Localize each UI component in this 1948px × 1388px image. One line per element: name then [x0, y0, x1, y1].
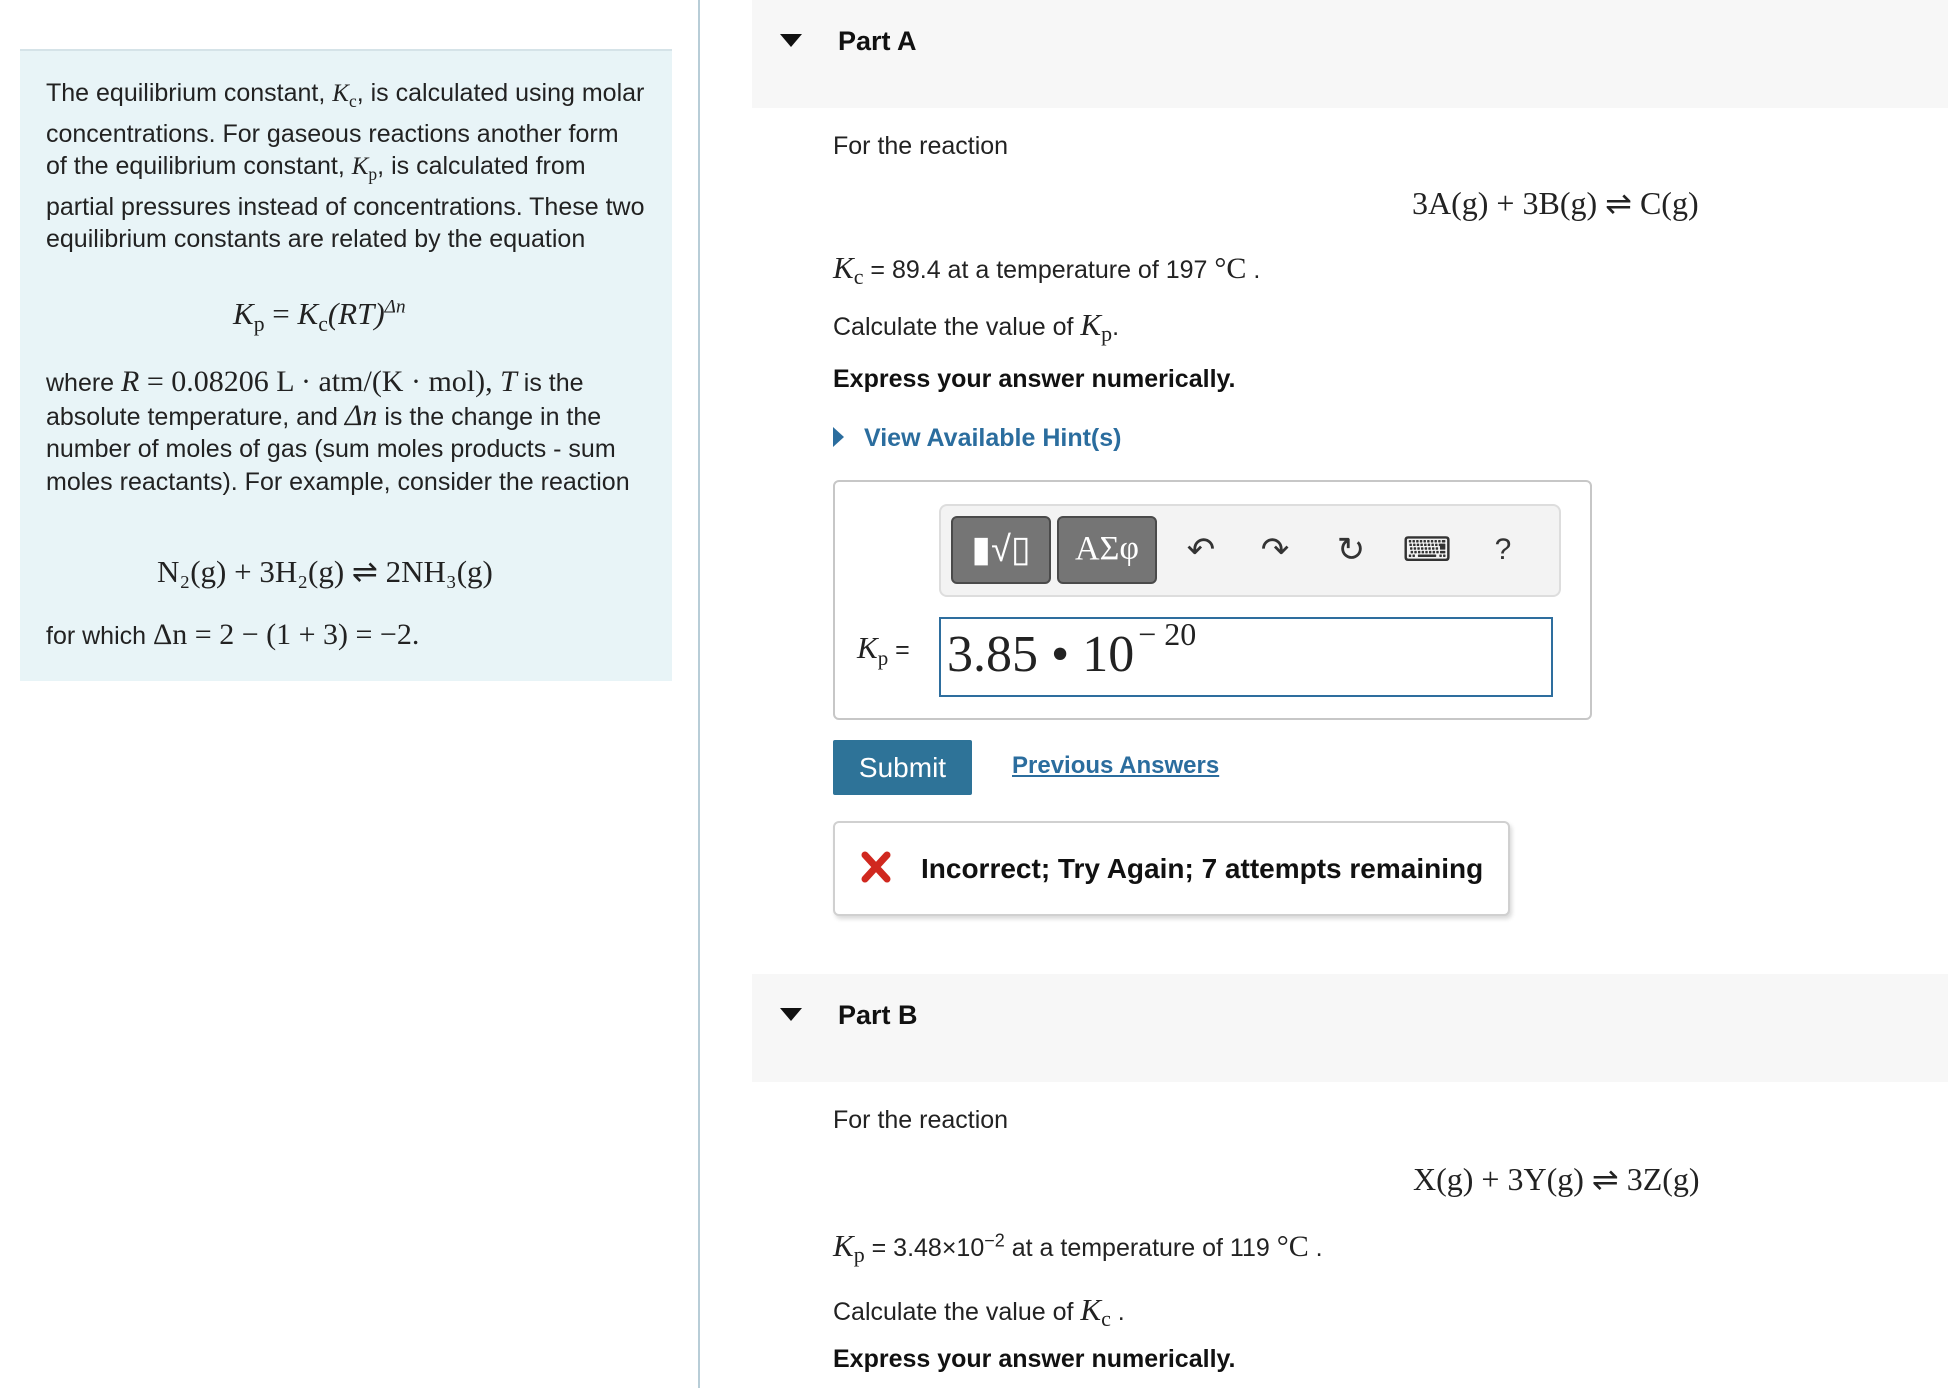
intro-paragraph-1: The equilibrium constant, $K_c$, is calculated using molar concentrations. For gaseous reactions another form of the equilibrium constant, $K_p$, is calculated from partial pressures instead of concentrations. These two equilibrium constants are related by the equation: [46, 79, 645, 253]
answer-input[interactable]: 3.85 • 10 $^{- 20}$: [939, 617, 1553, 697]
example-reaction: N₂(g) + 3H₂(g) ⇌ 2NH₃(g): [157, 554, 493, 589]
part-b-header[interactable]: [752, 974, 1948, 1082]
part-b-title: Part B: [838, 1000, 918, 1030]
error-x-icon: [861, 851, 891, 883]
feedback-message: Incorrect; Try Again; 7 attempts remaining: [921, 853, 1484, 884]
view-hints-link[interactable]: View Available Hint(s): [833, 424, 1121, 453]
part-a-title: Part A: [838, 26, 917, 56]
feedback-box: [833, 821, 1510, 916]
part-a-for-reaction: For the reaction: [833, 132, 1009, 160]
part-a-express: Express your answer numerically.: [833, 365, 1236, 393]
part-b-calc: Calculate the value of $K_c$ .: [833, 1292, 1125, 1331]
part-a-calc: Calculate the value of $K_p$.: [833, 307, 1120, 346]
collapse-caret-icon[interactable]: [780, 1008, 802, 1021]
submit-button[interactable]: Submit: [833, 740, 972, 795]
collapse-caret-icon[interactable]: [780, 34, 802, 47]
kp-kc-equation: $K_p = K_c(RT)^{\Delta n}$: [233, 296, 406, 337]
intro-paragraph-3: for which Δn = 2 − (1 + 3) = −2.: [46, 618, 420, 651]
keyboard-icon[interactable]: ⌨: [1402, 531, 1452, 569]
previous-answers-link[interactable]: Previous Answers: [1012, 752, 1220, 779]
undo-icon[interactable]: ↶: [1186, 531, 1216, 569]
part-a-given: $K_c = 89.4$ at a temperature of 197 °C .: [833, 250, 1261, 289]
column-divider: [698, 0, 700, 1388]
redo-icon[interactable]: ↷: [1260, 531, 1290, 569]
part-b-express: Express your answer numerically.: [833, 1345, 1236, 1373]
answer-label: $K_p$ =: [857, 630, 910, 671]
part-a-header[interactable]: [752, 0, 1948, 108]
part-b-given: $K_p = 3.48\times 10^{-2}$ at a temperature of 119 °C .: [833, 1228, 1323, 1267]
greek-symbols-button[interactable]: ΑΣφ: [1057, 516, 1157, 584]
intro-paragraph-2: where R = 0.08206 L · atm/(K · mol), T is the absolute temperature, and Δn is the change in the number of moles of gas (sum moles products - sum moles reactants). For example, consider the reaction: [46, 365, 630, 496]
part-b-for-reaction: For the reaction: [833, 1106, 1009, 1134]
answer-box: [833, 480, 1592, 720]
part-b-reaction: X(g) + 3Y(g) ⇌ 3Z(g): [1413, 1161, 1700, 1197]
templates-button[interactable]: ▮√▯: [951, 516, 1051, 584]
expand-triangle-icon: [833, 427, 844, 447]
math-toolbar: [939, 504, 1561, 597]
reset-icon[interactable]: ↻: [1336, 531, 1366, 569]
part-a-reaction: 3A(g) + 3B(g) ⇌ C(g): [1412, 185, 1699, 221]
help-icon[interactable]: ?: [1494, 533, 1512, 566]
